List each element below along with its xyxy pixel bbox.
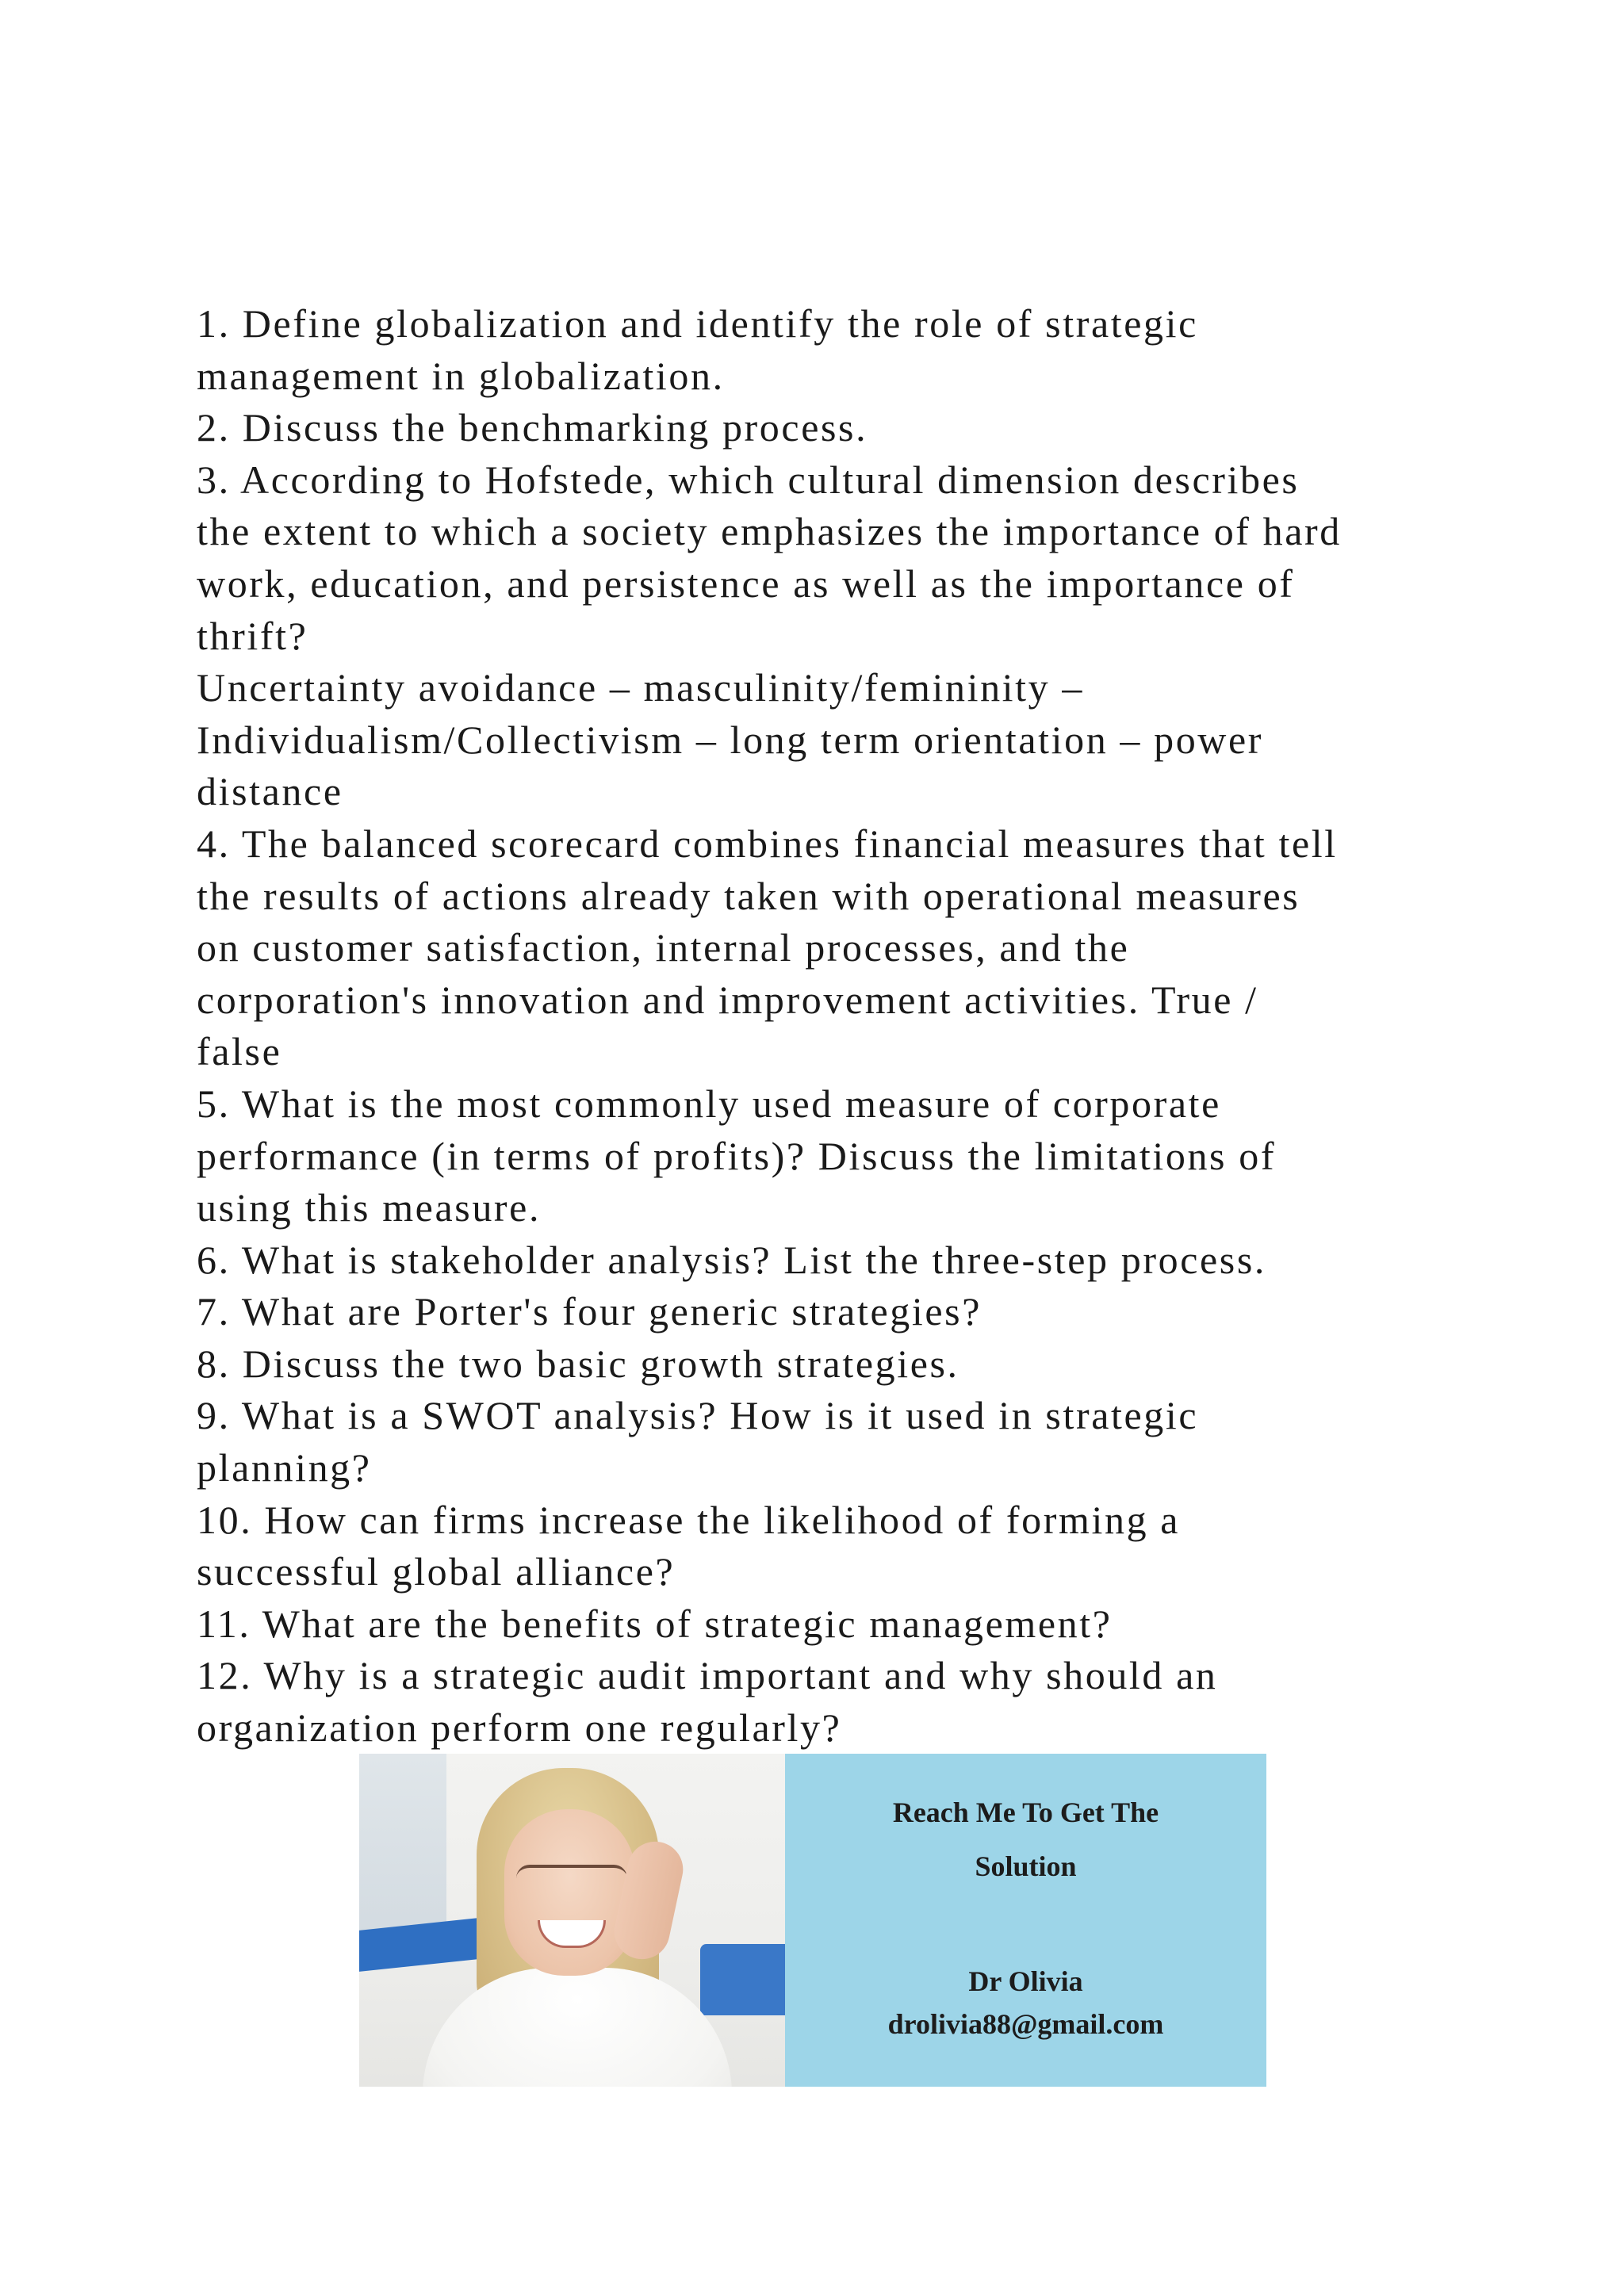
banner-contact-name: Dr Olivia xyxy=(968,1965,1083,1997)
banner-headline-line: Reach Me To Get The xyxy=(892,1797,1159,1828)
question-line: 6. What is stakeholder analysis? List the three-step process. xyxy=(197,1237,1267,1282)
question-line: 1. Define globalization and identify the role of strategic xyxy=(197,301,1198,346)
contact-banner xyxy=(359,1754,1266,2087)
photo-face xyxy=(504,1809,635,1976)
photo-shirt xyxy=(423,1968,732,2087)
question-line: 5. What is the most commonly used measure of corporate xyxy=(197,1081,1221,1126)
question-line: corporation's innovation and improvement activities. True / xyxy=(197,977,1258,1022)
question-line: Uncertainty avoidance – masculinity/femininity – xyxy=(197,665,1084,710)
question-line: 4. The balanced scorecard combines financial measures that tell xyxy=(197,821,1338,866)
question-line: 8. Discuss the two basic growth strategies. xyxy=(197,1341,959,1386)
question-line: work, education, and persistence as well as the importance of xyxy=(197,561,1295,606)
question-line: the extent to which a society emphasizes the importance of hard xyxy=(197,509,1342,554)
question-line: distance xyxy=(197,769,343,814)
question-line: organization perform one regularly? xyxy=(197,1705,842,1751)
question-line: Individualism/Collectivism – long term orientation – power xyxy=(197,717,1264,762)
question-line: the results of actions already taken with operational measures xyxy=(197,873,1300,918)
photo-window xyxy=(359,1754,446,1936)
question-line: 7. What are Porter's four generic strategies? xyxy=(197,1289,982,1334)
banner-promo-panel xyxy=(785,1754,1266,2087)
question-line: planning? xyxy=(197,1445,372,1490)
banner-headline-line: Solution xyxy=(975,1850,1077,1882)
banner-contact-email: drolivia88@gmail.com xyxy=(887,2008,1164,2040)
question-line: false xyxy=(197,1029,282,1074)
question-line: 10. How can firms increase the likelihood of forming a xyxy=(197,1497,1181,1542)
question-line: management in globalization. xyxy=(197,353,725,398)
question-line: 11. What are the benefits of strategic management? xyxy=(197,1601,1113,1646)
question-list xyxy=(197,298,1497,1755)
banner-photo xyxy=(359,1754,785,2087)
photo-chair xyxy=(700,1944,785,2015)
question-line: 9. What is a SWOT analysis? How is it used in strategic xyxy=(197,1393,1199,1438)
question-line: successful global alliance? xyxy=(197,1549,676,1594)
question-line: performance (in terms of profits)? Discuss the limitations of xyxy=(197,1133,1277,1178)
question-line: 2. Discuss the benchmarking process. xyxy=(197,405,868,450)
question-line: using this measure. xyxy=(197,1185,542,1230)
photo-glasses xyxy=(516,1865,627,1892)
question-line: 12. Why is a strategic audit important and why should an xyxy=(197,1653,1218,1698)
question-line: thrift? xyxy=(197,613,308,658)
question-line: 3. According to Hofstede, which cultural dimension describes xyxy=(197,457,1300,502)
question-line: on customer satisfaction, internal processes, and the xyxy=(197,925,1130,970)
banner-headline xyxy=(785,1785,1266,1893)
